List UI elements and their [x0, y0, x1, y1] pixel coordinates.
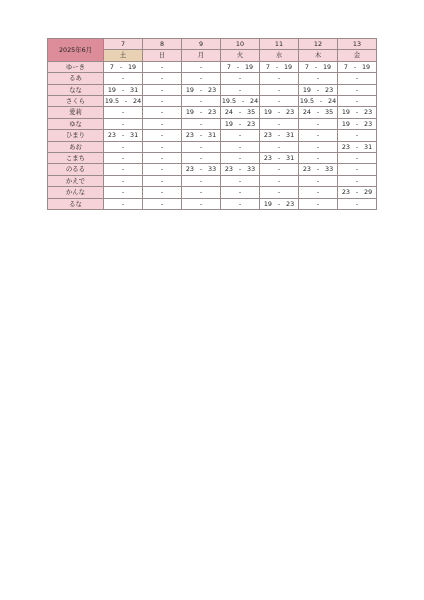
shift-end: 35 [247, 108, 256, 117]
table-row [48, 187, 377, 198]
off-day-cell: - [143, 107, 182, 118]
shift-schedule-table [47, 38, 377, 210]
table-row [48, 130, 377, 141]
off-day-cell: - [338, 164, 377, 175]
off-day-cell: - [260, 73, 299, 84]
off-day-cell: - [104, 107, 143, 118]
shift-end: 29 [364, 188, 373, 197]
time-separator: - [199, 85, 203, 94]
time-separator: - [199, 131, 203, 140]
shift-start: 24 [224, 108, 233, 117]
shift-time-cell [221, 164, 260, 175]
shift-start: 23 [341, 188, 350, 197]
shift-end: 23 [364, 119, 373, 128]
shift-end: 23 [286, 108, 295, 117]
shift-time-cell [182, 84, 221, 95]
shift-end: 23 [325, 85, 334, 94]
shift-time-cell [221, 61, 260, 72]
time-separator: - [241, 97, 245, 106]
staff-name: なな [48, 84, 104, 95]
off-day-cell: - [260, 118, 299, 129]
time-separator: - [277, 199, 281, 208]
time-separator: - [316, 165, 320, 174]
shift-end: 19 [361, 62, 371, 71]
off-day-cell: - [143, 118, 182, 129]
off-day-cell: - [143, 164, 182, 175]
shift-time-cell [104, 130, 143, 141]
off-day-cell: - [143, 61, 182, 72]
shift-end: 24 [328, 97, 337, 106]
table-row [48, 84, 377, 95]
schedule-header [48, 39, 377, 62]
shift-end: 31 [286, 131, 295, 140]
off-day-cell: - [260, 164, 299, 175]
day-number: 7 [104, 39, 143, 50]
shift-end: 23 [208, 85, 217, 94]
shift-time-cell [260, 130, 299, 141]
off-day-cell: - [182, 175, 221, 186]
shift-end: 35 [325, 108, 334, 117]
shift-time-cell [299, 96, 338, 107]
shift-start: 7 [109, 62, 114, 71]
shift-time-cell [338, 107, 377, 118]
shift-time-cell [221, 118, 260, 129]
shift-start: 7 [265, 62, 270, 71]
off-day-cell: - [182, 153, 221, 164]
off-day-cell: - [143, 153, 182, 164]
time-separator: - [119, 62, 123, 71]
shift-time-cell [299, 107, 338, 118]
shift-start: 19 [263, 108, 272, 117]
table-row [48, 164, 377, 175]
off-day-cell: - [299, 73, 338, 84]
time-separator: - [355, 188, 359, 197]
shift-start: 23 [107, 131, 116, 140]
day-number: 9 [182, 39, 221, 50]
shift-start: 23 [302, 165, 311, 174]
staff-name: のるる [48, 164, 104, 175]
time-separator: - [238, 119, 242, 128]
shift-start: 19.5 [299, 97, 315, 106]
off-day-cell: - [299, 175, 338, 186]
staff-name: かえで [48, 175, 104, 186]
shift-start: 19 [185, 108, 194, 117]
off-day-cell: - [143, 84, 182, 95]
off-day-cell: - [260, 84, 299, 95]
shift-time-cell [221, 107, 260, 118]
shift-start: 19 [263, 199, 272, 208]
off-day-cell: - [338, 130, 377, 141]
off-day-cell: - [221, 153, 260, 164]
off-day-cell: - [338, 96, 377, 107]
off-day-cell: - [104, 118, 143, 129]
off-day-cell: - [143, 141, 182, 152]
off-day-cell: - [182, 141, 221, 152]
shift-start: 19 [341, 119, 350, 128]
shift-start: 23 [185, 165, 194, 174]
shift-time-cell [182, 107, 221, 118]
time-separator: - [316, 108, 320, 117]
off-day-cell: - [143, 198, 182, 209]
shift-end: 31 [364, 142, 373, 151]
shift-end: 19 [127, 62, 137, 71]
off-day-cell: - [221, 130, 260, 141]
weekday-label: 水 [260, 50, 299, 61]
shift-start: 19 [224, 119, 233, 128]
shift-end: 31 [130, 85, 139, 94]
shift-time-cell [299, 61, 338, 72]
staff-name: かんな [48, 187, 104, 198]
staff-name: さくら [48, 96, 104, 107]
off-day-cell: - [338, 84, 377, 95]
weekday-label: 日 [143, 50, 182, 61]
time-separator: - [355, 142, 359, 151]
shift-start: 7 [226, 62, 231, 71]
off-day-cell: - [221, 187, 260, 198]
time-separator: - [319, 97, 323, 106]
shift-start: 19 [185, 85, 194, 94]
staff-name: 愛莉 [48, 107, 104, 118]
shift-end: 23 [286, 199, 295, 208]
off-day-cell: - [182, 187, 221, 198]
time-separator: - [277, 154, 281, 163]
month-label: 2025年6月 [48, 39, 104, 62]
shift-time-cell [338, 141, 377, 152]
shift-start: 23 [263, 154, 272, 163]
shift-start: 7 [304, 62, 309, 71]
table-row [48, 118, 377, 129]
off-day-cell: - [104, 164, 143, 175]
shift-end: 31 [130, 131, 139, 140]
schedule-body [48, 61, 377, 209]
shift-time-cell [182, 130, 221, 141]
off-day-cell: - [221, 198, 260, 209]
shift-end: 31 [286, 154, 295, 163]
shift-end: 23 [208, 108, 217, 117]
off-day-cell: - [143, 130, 182, 141]
shift-start: 23 [185, 131, 194, 140]
off-day-cell: - [299, 118, 338, 129]
shift-start: 19 [302, 85, 311, 94]
table-row [48, 153, 377, 164]
table-row [48, 73, 377, 84]
time-separator: - [236, 62, 240, 71]
off-day-cell: - [221, 175, 260, 186]
table-row [48, 61, 377, 72]
off-day-cell: - [104, 175, 143, 186]
shift-time-cell [104, 96, 143, 107]
off-day-cell: - [143, 96, 182, 107]
off-day-cell: - [260, 187, 299, 198]
table-row [48, 175, 377, 186]
shift-start: 23 [263, 131, 272, 140]
off-day-cell: - [338, 198, 377, 209]
shift-end: 33 [325, 165, 334, 174]
shift-start: 23 [341, 142, 350, 151]
weekday-label: 木 [299, 50, 338, 61]
weekday-label: 月 [182, 50, 221, 61]
day-number-row [48, 39, 377, 50]
shift-time-cell [221, 96, 260, 107]
shift-time-cell [338, 118, 377, 129]
off-day-cell: - [299, 130, 338, 141]
day-number: 13 [338, 39, 377, 50]
off-day-cell: - [338, 175, 377, 186]
off-day-cell: - [221, 84, 260, 95]
weekday-label: 火 [221, 50, 260, 61]
time-separator: - [121, 131, 125, 140]
off-day-cell: - [299, 198, 338, 209]
time-separator: - [277, 131, 281, 140]
off-day-cell: - [260, 96, 299, 107]
shift-start: 19 [107, 85, 116, 94]
shift-time-cell [338, 187, 377, 198]
weekday-label: 土 [104, 50, 143, 61]
shift-end: 23 [247, 119, 256, 128]
off-day-cell: - [221, 73, 260, 84]
staff-name: るあ [48, 73, 104, 84]
weekday-label: 金 [338, 50, 377, 61]
time-separator: - [314, 62, 318, 71]
day-number: 12 [299, 39, 338, 50]
table-row [48, 96, 377, 107]
off-day-cell: - [143, 187, 182, 198]
off-day-cell: - [182, 96, 221, 107]
off-day-cell: - [143, 175, 182, 186]
off-day-cell: - [221, 141, 260, 152]
off-day-cell: - [104, 73, 143, 84]
off-day-cell: - [299, 153, 338, 164]
off-day-cell: - [182, 118, 221, 129]
shift-end: 24 [250, 97, 259, 106]
off-day-cell: - [299, 187, 338, 198]
time-separator: - [316, 85, 320, 94]
time-separator: - [124, 97, 128, 106]
off-day-cell: - [182, 198, 221, 209]
off-day-cell: - [260, 175, 299, 186]
off-day-cell: - [260, 141, 299, 152]
time-separator: - [277, 108, 281, 117]
off-day-cell: - [182, 73, 221, 84]
shift-end: 33 [247, 165, 256, 174]
shift-end: 23 [364, 108, 373, 117]
shift-end: 19 [244, 62, 254, 71]
shift-time-cell [299, 164, 338, 175]
off-day-cell: - [104, 153, 143, 164]
time-separator: - [238, 108, 242, 117]
shift-time-cell [104, 84, 143, 95]
off-day-cell: - [104, 187, 143, 198]
shift-end: 33 [208, 165, 217, 174]
staff-name: ゆーき [48, 61, 104, 72]
staff-name: るな [48, 198, 104, 209]
shift-start: 19.5 [104, 97, 120, 106]
off-day-cell: - [104, 198, 143, 209]
day-number: 11 [260, 39, 299, 50]
day-number: 10 [221, 39, 260, 50]
off-day-cell: - [299, 141, 338, 152]
table-row [48, 198, 377, 209]
off-day-cell: - [143, 73, 182, 84]
shift-end: 24 [133, 97, 142, 106]
off-day-cell: - [338, 73, 377, 84]
shift-start: 23 [224, 165, 233, 174]
time-separator: - [199, 108, 203, 117]
table-row [48, 141, 377, 152]
time-separator: - [355, 108, 359, 117]
time-separator: - [199, 165, 203, 174]
shift-start: 19 [341, 108, 350, 117]
shift-start: 7 [343, 62, 348, 71]
shift-time-cell [338, 61, 377, 72]
time-separator: - [238, 165, 242, 174]
time-separator: - [353, 62, 357, 71]
staff-name: ひまり [48, 130, 104, 141]
shift-time-cell [182, 164, 221, 175]
shift-end: 19 [283, 62, 293, 71]
shift-end: 19 [322, 62, 332, 71]
off-day-cell: - [104, 141, 143, 152]
staff-name: あお [48, 141, 104, 152]
shift-time-cell [260, 198, 299, 209]
table-row [48, 107, 377, 118]
shift-time-cell [260, 153, 299, 164]
shift-start: 19.5 [221, 97, 237, 106]
time-separator: - [121, 85, 125, 94]
staff-name: ゆな [48, 118, 104, 129]
staff-name: こまち [48, 153, 104, 164]
off-day-cell: - [338, 153, 377, 164]
time-separator: - [355, 119, 359, 128]
shift-time-cell [260, 107, 299, 118]
shift-time-cell [299, 84, 338, 95]
shift-end: 31 [208, 131, 217, 140]
shift-time-cell [104, 61, 143, 72]
shift-start: 24 [302, 108, 311, 117]
shift-time-cell [260, 61, 299, 72]
time-separator: - [275, 62, 279, 71]
day-number: 8 [143, 39, 182, 50]
off-day-cell: - [182, 61, 221, 72]
